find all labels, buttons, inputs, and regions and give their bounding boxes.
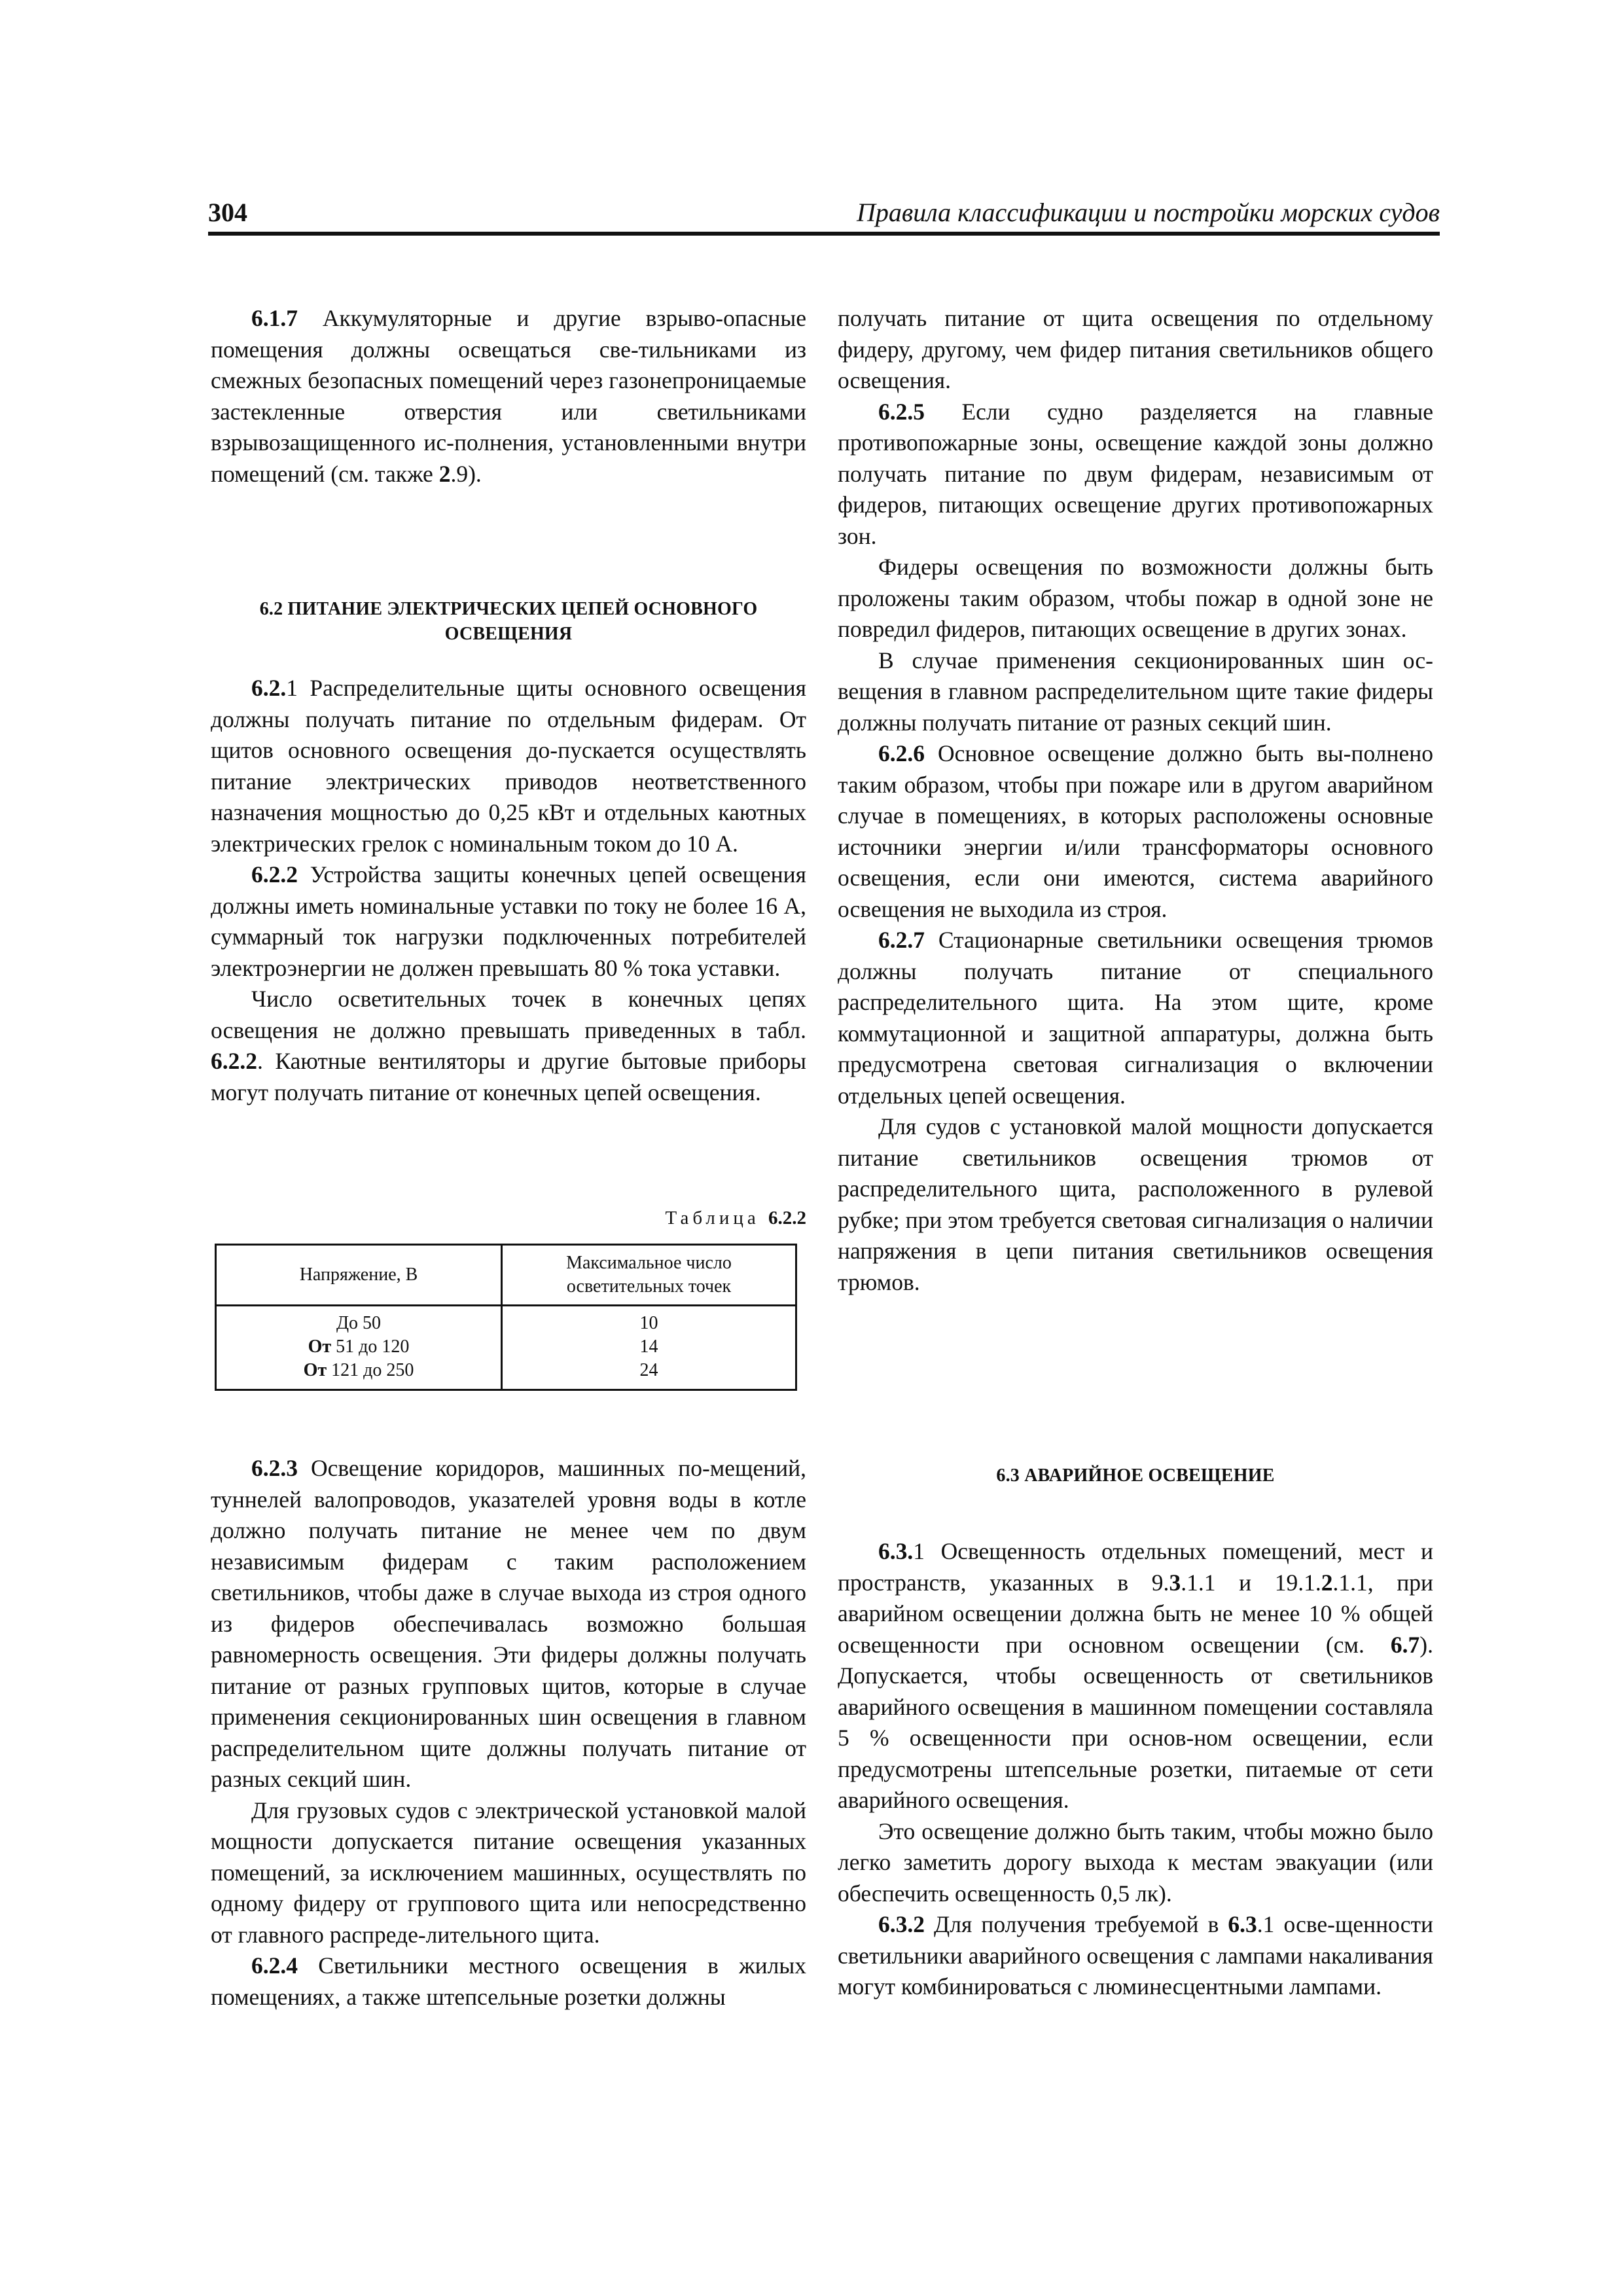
clause-text: Устройства защиты конечных цепей освещения должны иметь номинальные уставки по току не более 16 А, суммарный ток нагрузки подключенных потребителей электроэнергии не должен превышать 80 % тока уставки. bbox=[211, 861, 806, 981]
clause-number-tail: 1 bbox=[286, 675, 298, 701]
clause-text: Стационарные светильники освещения трюмов должны получать питание от специального распределительного щита. На этом щите, кроме коммутационной и защитной аппаратуры, должна быть предусмотрена световая сигнализация о включении отдельных цепей освещения. bbox=[838, 927, 1433, 1109]
clause-text: Распределительные щиты основного освещения должны получать питание по отдельным фидерам. От щитов основного освещения до-пускается осуществлять питание электрических приводов неответственного назначения мощностью до 0,25 кВт и отдельных каютных электрических грелок с номинальным током до 10 А. bbox=[211, 675, 806, 857]
clause-number-tail: 1 bbox=[913, 1538, 925, 1564]
clause-text: .9). bbox=[450, 460, 482, 487]
page-header bbox=[208, 200, 1440, 230]
points-cell bbox=[502, 1306, 796, 1390]
paragraph-6-2-3-b: Для грузовых судов с электрической установкой малой мощности допускается питание освещения указанных помещений, за исключением машинных, осуществлять по одному фидеру от группового щита или непосредственно от главного распреде-лительного щита. bbox=[211, 1797, 806, 1948]
clause-text: .1.1, при аварийном освещении должна быть не менее 10 % общей освещенности при основном освещении (см. bbox=[838, 1569, 1434, 1658]
points-value: 10 bbox=[639, 1313, 658, 1333]
paragraph-6-2-4 bbox=[211, 1950, 806, 2013]
paragraph-6-3-2 bbox=[838, 1909, 1433, 2003]
column-header-points bbox=[502, 1245, 796, 1306]
clause-text: Аккумуляторные и другие взрыво-опасные помещения должны освещаться све-тильниками из смежных безопасных помещений через газонепроницаемые застекленные отверстия или светильниками взрывозащищенного ис-полнения, установленными внутри помещений (см. также bbox=[211, 305, 806, 487]
voltage-prefix: От bbox=[303, 1360, 327, 1380]
clause-number: 6.2.3 bbox=[251, 1455, 298, 1481]
table-body-row bbox=[216, 1306, 796, 1390]
voltage-prefix: От bbox=[308, 1336, 332, 1357]
clause-text: Для получения требуемой в bbox=[925, 1911, 1228, 1937]
clause-number: 6.2.7 bbox=[878, 927, 925, 953]
table-caption-number: 6.2.2 bbox=[768, 1208, 806, 1229]
clause-number: 6.1.7 bbox=[251, 305, 298, 331]
paragraph-6-2-2 bbox=[211, 859, 806, 984]
clause-number: 6.2.2 bbox=[251, 861, 298, 888]
clause-text: . Каютные вентиляторы и другие бытовые приборы могут получать питание от конечных цепей освещения. bbox=[211, 1048, 806, 1105]
paragraph-6-2-5 bbox=[838, 397, 1433, 552]
clause-text: .1 осве-щенности светильники аварийного освещения с лампами накаливания могут комбинироваться с люминесцентными лампами. bbox=[838, 1911, 1433, 2000]
clause-text: .1.1 и 19.1. bbox=[1181, 1569, 1321, 1596]
clause-ref: 3 bbox=[1169, 1569, 1181, 1596]
column-header-points-text: Максимальное число осветительных точек bbox=[566, 1253, 732, 1297]
clause-ref: 2 bbox=[438, 460, 451, 487]
voltage-value: До 50 bbox=[336, 1313, 382, 1333]
clause-text: Светильники местного освещения в жилых помещениях, а также штепсельные розетки должны bbox=[211, 1952, 806, 2010]
paragraph-6-2-4-cont: получать питание от щита освещения по отдельному фидеру, другому, чем фидер питания светильников общего освещения. bbox=[838, 305, 1433, 393]
voltage-cell bbox=[216, 1306, 502, 1390]
left-column-top bbox=[211, 303, 806, 490]
paragraph-6-2-5-c: В случае применения секционированных шин ос-вещения в главном распределительном щите такие фидеры должны получать питание от разных секций шин. bbox=[838, 647, 1433, 736]
paragraph-6-1-7 bbox=[211, 303, 806, 490]
table-caption bbox=[211, 1208, 806, 1229]
voltage-value bbox=[217, 1335, 501, 1359]
clause-number: 6.2.4 bbox=[251, 1952, 298, 1979]
voltage-range: 121 до 250 bbox=[327, 1360, 414, 1380]
clause-ref: 6.7 bbox=[1390, 1631, 1420, 1658]
voltage-range: 51 до 120 bbox=[331, 1336, 410, 1357]
right-column-bottom bbox=[838, 1536, 1433, 2003]
voltage-value bbox=[217, 1359, 501, 1382]
points-value: 14 bbox=[639, 1336, 658, 1357]
points-value: 24 bbox=[639, 1360, 658, 1380]
paragraph-6-2-2-b bbox=[211, 984, 806, 1108]
clause-number: 6.3.2 bbox=[878, 1911, 925, 1937]
clause-text: Число осветительных точек в конечных цепях освещения не должно превышать приведенных в табл. bbox=[211, 986, 806, 1043]
header-rule bbox=[208, 232, 1440, 236]
clause-text: ). Допускается, чтобы освещенность от светильников аварийного освещения в машинном помещении составляла 5 % освещенности при основ-ном освещении, если предусмотрены штепсельные розетки, питаемые от сети аварийного освещения. bbox=[838, 1631, 1433, 1813]
clause-text: Освещение коридоров, машинных по-мещений, туннелей валопроводов, указателей уровня воды в котле должно получать питание не менее чем по двум независимым фидерам с таким расположением светильников, чтобы даже в случае выхода из строя одного из фидеров обеспечивалась возможно большая равномерность освещения. Эти фидеры должны получать питание от разных групповых щитов, которые в случае применения секционированных шин освещения в главном распределительном щите должны получать питание от разных секций шин. bbox=[211, 1455, 806, 1792]
clause-text: Основное освещение должно быть вы-полнено таким образом, чтобы при пожаре или в другом аварийном случае в помещениях, в которых расположены основные источники энергии и/или трансформаторы основного освещения, если они имеются, система аварийного освещения не выходила из строя. bbox=[838, 740, 1433, 922]
paragraph-6-3-1 bbox=[838, 1536, 1433, 1816]
clause-text: Освещенность отдельных помещений, мест и пространств, указанных в 9. bbox=[838, 1538, 1433, 1596]
clause-ref: 2 bbox=[1321, 1569, 1333, 1596]
clause-number: 6.3. bbox=[878, 1538, 914, 1564]
table-header-row bbox=[216, 1245, 796, 1306]
paragraph-6-2-3 bbox=[211, 1453, 806, 1795]
paragraph-6-2-1 bbox=[211, 673, 806, 859]
clause-ref: 6.3 bbox=[1228, 1911, 1257, 1937]
paragraph-6-3-1-b: Это освещение должно быть таким, чтобы можно было легко заметить дорогу выхода к местам эвакуации (или обеспечить освещенность 0,5 лк). bbox=[838, 1818, 1433, 1907]
table-caption-word: Таблица bbox=[665, 1208, 760, 1229]
clause-number: 6.2.5 bbox=[878, 398, 925, 425]
left-column-mid bbox=[211, 673, 806, 1108]
paragraph-6-2-7 bbox=[838, 925, 1433, 1111]
table-ref: 6.2.2 bbox=[211, 1048, 257, 1074]
column-header-voltage: Напряжение, В bbox=[216, 1245, 502, 1306]
paragraph-6-2-6 bbox=[838, 738, 1433, 925]
section-title-6-3: 6.3 АВАРИЙНОЕ ОСВЕЩЕНИЕ bbox=[996, 1465, 1275, 1486]
section-title-6-2: 6.2 ПИТАНИЕ ЭЛЕКТРИЧЕСКИХ ЦЕПЕЙ ОСНОВНОГО ОСВЕЩЕНИЯ bbox=[259, 599, 758, 644]
paragraph-6-2-7-b: Для судов с установкой малой мощности допускается питание светильников освещения трюмов от распределительного щита, расположенного в рулевой рубке; при этом требуется световая сигнализация о наличии напряжения в цепи питания светильников освещения трюмов. bbox=[838, 1113, 1433, 1295]
left-column-bottom bbox=[211, 1453, 806, 2013]
page-number: 304 bbox=[208, 198, 247, 227]
clause-number: 6.2.6 bbox=[878, 740, 925, 766]
running-title: Правила классификации и постройки морских судов bbox=[856, 198, 1440, 227]
lighting-points-table bbox=[215, 1244, 797, 1391]
clause-text: Если судно разделяется на главные противопожарные зоны, освещение каждой зоны должно получать питание по двум фидерам, независимым от фидеров, питающих освещение других противопожарных зон. bbox=[838, 398, 1433, 549]
clause-number: 6.2. bbox=[251, 675, 287, 701]
right-column-top bbox=[838, 303, 1433, 1298]
paragraph-6-2-5-b: Фидеры освещения по возможности должны быть проложены таким образом, чтобы пожар в одной зоне не повредил фидеров, питающих освещение в других зонах. bbox=[838, 554, 1433, 642]
